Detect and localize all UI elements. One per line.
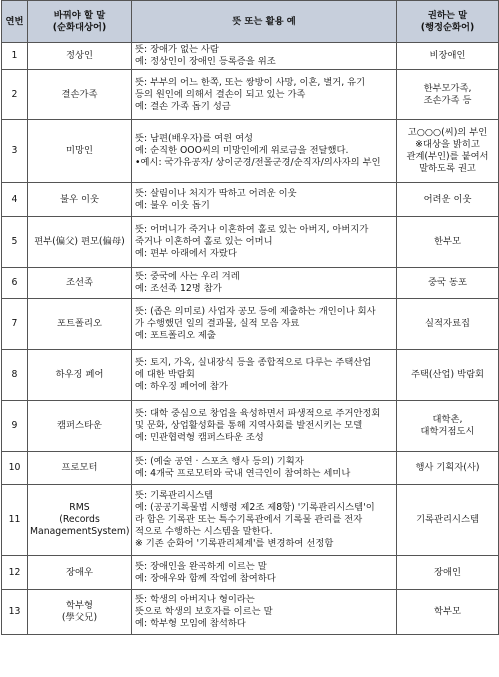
meaning-line: 및 문화, 상업활성화를 통해 지역사회를 발전시키는 모델 <box>135 420 363 431</box>
recommended-line: 기록관리시스템 <box>416 514 479 525</box>
meaning-cell <box>132 556 397 590</box>
meaning-line: 예: 학부형 모임에 참석하다 <box>135 618 246 629</box>
term-line: (Records <box>59 514 100 525</box>
meaning-cell <box>132 590 397 635</box>
row-number: 13 <box>2 590 28 635</box>
term-to-replace <box>28 43 132 70</box>
table-row <box>2 401 499 452</box>
row-number: 11 <box>2 485 28 556</box>
term-to-replace <box>28 590 132 635</box>
term-line: 하우징 페어 <box>55 369 104 380</box>
meaning-line: 뜻: 토지, 가옥, 실내장식 등을 종합적으로 다루는 주택산업 <box>135 357 372 368</box>
meaning-line: 뜻: 장애가 없는 사람 <box>135 44 219 55</box>
meaning-line: 뜻: 장애인을 완곡하게 이르는 말 <box>135 560 267 572</box>
meaning-line: 뜻: 학생의 아버지나 형이라는 <box>135 594 255 605</box>
term-line: 정상인 <box>66 50 93 61</box>
meaning-line: 예: 결손 가족 돕기 성금 <box>135 100 231 112</box>
term-line: 불우 이웃 <box>60 193 99 205</box>
row-number: 4 <box>2 183 28 217</box>
term-line: 프로모터 <box>61 462 98 473</box>
term-line: 편부(偏父) 편모(偏母) <box>34 236 125 247</box>
meaning-line: •예시: 국가유공자/ 상이군경/전몰군경/순직자/의사자의 부인 <box>135 157 381 168</box>
table-row <box>2 590 499 635</box>
meaning-line: 예: (공공기록물법 시행령 제2조 제8항) '기록관리시스템'이 <box>135 502 375 513</box>
table-row <box>2 452 499 485</box>
meaning-line: 뜻: (예술 공연 · 스포츠 행사 등의) 기획자 <box>135 456 304 467</box>
term-line: 장애우 <box>66 566 93 578</box>
meaning-line: 예: 민관협력형 캠퍼스타운 조성 <box>135 432 264 443</box>
header-num: 연번 <box>2 1 28 43</box>
row-number: 2 <box>2 70 28 120</box>
meaning-line: 예: 조선족 12명 참가 <box>135 283 222 294</box>
term-line: RMS <box>69 502 90 513</box>
meaning-cell <box>132 70 397 120</box>
table-row <box>2 70 499 120</box>
recommended-line: 주택(산업) 박람회 <box>410 369 485 380</box>
meaning-line: 예: 하우징 페어에 참가 <box>135 381 228 392</box>
recommended-line: ※대상을 밝히고 <box>415 139 480 150</box>
term-to-replace <box>28 299 132 350</box>
term-to-replace <box>28 401 132 452</box>
recommended-line: 말하도록 권고 <box>419 163 476 174</box>
meaning-cell <box>132 217 397 268</box>
row-number: 5 <box>2 217 28 268</box>
meaning-line: 뜻: (좁은 의미로) 사업자 공모 등에 제출하는 개인이나 회사 <box>135 306 376 317</box>
recommended-line: 조손가족 등 <box>423 94 472 106</box>
recommended-term <box>397 350 499 401</box>
table-row <box>2 485 499 556</box>
meaning-line: 예: 순직한 OOO씨의 미망인에게 위로금을 전달했다. <box>135 145 349 156</box>
recommended-term <box>397 590 499 635</box>
meaning-line: 예: 포트폴리오 제출 <box>135 330 216 341</box>
meaning-line: 예: 정상인이 장애인 등록증을 위조 <box>135 56 276 67</box>
table-row <box>2 217 499 268</box>
term-line: 포트폴리오 <box>57 318 102 329</box>
row-number: 7 <box>2 299 28 350</box>
recommended-term <box>397 452 499 485</box>
table-row <box>2 350 499 401</box>
recommended-line: 대학촌, <box>432 414 463 425</box>
recommended-line: 행사 기획자(사) <box>415 462 480 473</box>
meaning-line: ※ 기존 순화어 '기록관리체계'를 변경하여 선정함 <box>135 538 334 549</box>
row-number: 9 <box>2 401 28 452</box>
recommended-line: 학부모 <box>434 606 461 617</box>
recommended-line: 어려운 이웃 <box>423 193 472 205</box>
header-word: 바꿔야 할 말 (순화대상어) <box>28 1 132 43</box>
header-meaning: 뜻 또는 활용 예 <box>132 1 397 43</box>
recommended-term <box>397 43 499 70</box>
meaning-line: 가 수행했던 일의 결과물, 실적 모음 자료 <box>135 318 300 329</box>
meaning-line: 라 함은 기록관 또는 특수기록관에서 기록물 관리를 전자 <box>135 514 363 525</box>
recommended-term <box>397 70 499 120</box>
table-row <box>2 299 499 350</box>
recommended-line: 고○○○(씨)의 부인 <box>407 127 488 138</box>
row-number: 12 <box>2 556 28 590</box>
recommended-term <box>397 183 499 217</box>
table-row <box>2 43 499 70</box>
meaning-line: 뜻: 중국에 사는 우리 겨레 <box>135 271 240 282</box>
meaning-cell <box>132 452 397 485</box>
term-line: 캠퍼스타운 <box>57 420 102 431</box>
meaning-line: 등의 원인에 의해서 결손이 되고 있는 가족 <box>135 88 306 100</box>
term-line: (學父兄) <box>61 612 98 623</box>
meaning-line: 뜻: 대학 중심으로 창업을 육성하면서 파생적으로 주거안정회 <box>135 408 381 419</box>
recommended-line: 중국 동포 <box>428 277 467 288</box>
table-row <box>2 268 499 299</box>
recommended-line: 한부모 <box>434 236 461 247</box>
table-header-row <box>2 1 499 43</box>
recommended-term <box>397 485 499 556</box>
table-row <box>2 120 499 183</box>
row-number: 1 <box>2 43 28 70</box>
meaning-line: 예: 4개국 프로모터와 국내 연극인이 참여하는 세미나 <box>135 468 351 479</box>
term-to-replace <box>28 556 132 590</box>
meaning-cell <box>132 401 397 452</box>
meaning-line: 예: 편부 아래에서 자랐다 <box>135 248 237 259</box>
meaning-line: 뜻: 부부의 어느 한쪽, 또는 쌍방이 사망, 이혼, 별거, 유기 <box>135 76 366 88</box>
row-number: 3 <box>2 120 28 183</box>
meaning-line: 예: 장애우와 함께 작업에 참여하다 <box>135 572 276 584</box>
recommended-term <box>397 120 499 183</box>
meaning-line: 죽거나 이혼하여 홀로 있는 어머니 <box>135 236 273 247</box>
recommended-line: 한부모가족, <box>423 82 472 94</box>
meaning-cell <box>132 43 397 70</box>
recommended-term <box>397 268 499 299</box>
meaning-cell <box>132 485 397 556</box>
term-to-replace <box>28 183 132 217</box>
term-line: 조선족 <box>66 277 93 288</box>
meaning-line: 뜻: 기록관리시스템 <box>135 490 213 501</box>
term-line: 미망인 <box>66 145 93 156</box>
meaning-cell <box>132 350 397 401</box>
row-number: 8 <box>2 350 28 401</box>
header-recommended: 권하는 말 (행정순화어) <box>397 1 499 43</box>
recommended-line: 비장애인 <box>429 50 466 61</box>
recommended-term <box>397 556 499 590</box>
recommended-line: 대학거점도시 <box>420 426 475 437</box>
recommended-term <box>397 299 499 350</box>
meaning-line: 뜻: 살림이나 처지가 딱하고 어려운 이웃 <box>135 187 297 199</box>
meaning-line: 뜻: 남편(배우자)를 여읜 여성 <box>135 133 254 144</box>
term-to-replace <box>28 350 132 401</box>
term-to-replace <box>28 217 132 268</box>
meaning-cell <box>132 120 397 183</box>
recommended-term <box>397 217 499 268</box>
meaning-cell <box>132 299 397 350</box>
meaning-line: 에 대한 박람회 <box>135 369 195 380</box>
recommended-line: 관계(부인)를 붙여서 <box>406 151 489 162</box>
term-to-replace <box>28 70 132 120</box>
meaning-cell <box>132 268 397 299</box>
term-to-replace <box>28 485 132 556</box>
meaning-line: 적으로 수행하는 시스템을 말한다. <box>135 526 273 537</box>
term-line: ManagementSystem) <box>30 526 130 537</box>
terms-table <box>1 0 499 635</box>
row-number: 10 <box>2 452 28 485</box>
recommended-line: 실적자료집 <box>425 318 470 329</box>
row-number: 6 <box>2 268 28 299</box>
meaning-line: 예: 불우 이웃 돕기 <box>135 199 210 211</box>
term-to-replace <box>28 268 132 299</box>
table-row <box>2 556 499 590</box>
meaning-line: 뜻으로 학생의 보호자를 이르는 말 <box>135 606 273 617</box>
meaning-cell <box>132 183 397 217</box>
meaning-line: 뜻: 어머니가 죽거나 이혼하여 홀로 있는 아버지, 아버지가 <box>135 224 369 235</box>
term-to-replace <box>28 452 132 485</box>
recommended-line: 장애인 <box>434 566 461 578</box>
term-to-replace <box>28 120 132 183</box>
term-line: 학부형 <box>66 600 93 611</box>
recommended-term <box>397 401 499 452</box>
term-line: 결손가족 <box>61 88 98 100</box>
table-row <box>2 183 499 217</box>
